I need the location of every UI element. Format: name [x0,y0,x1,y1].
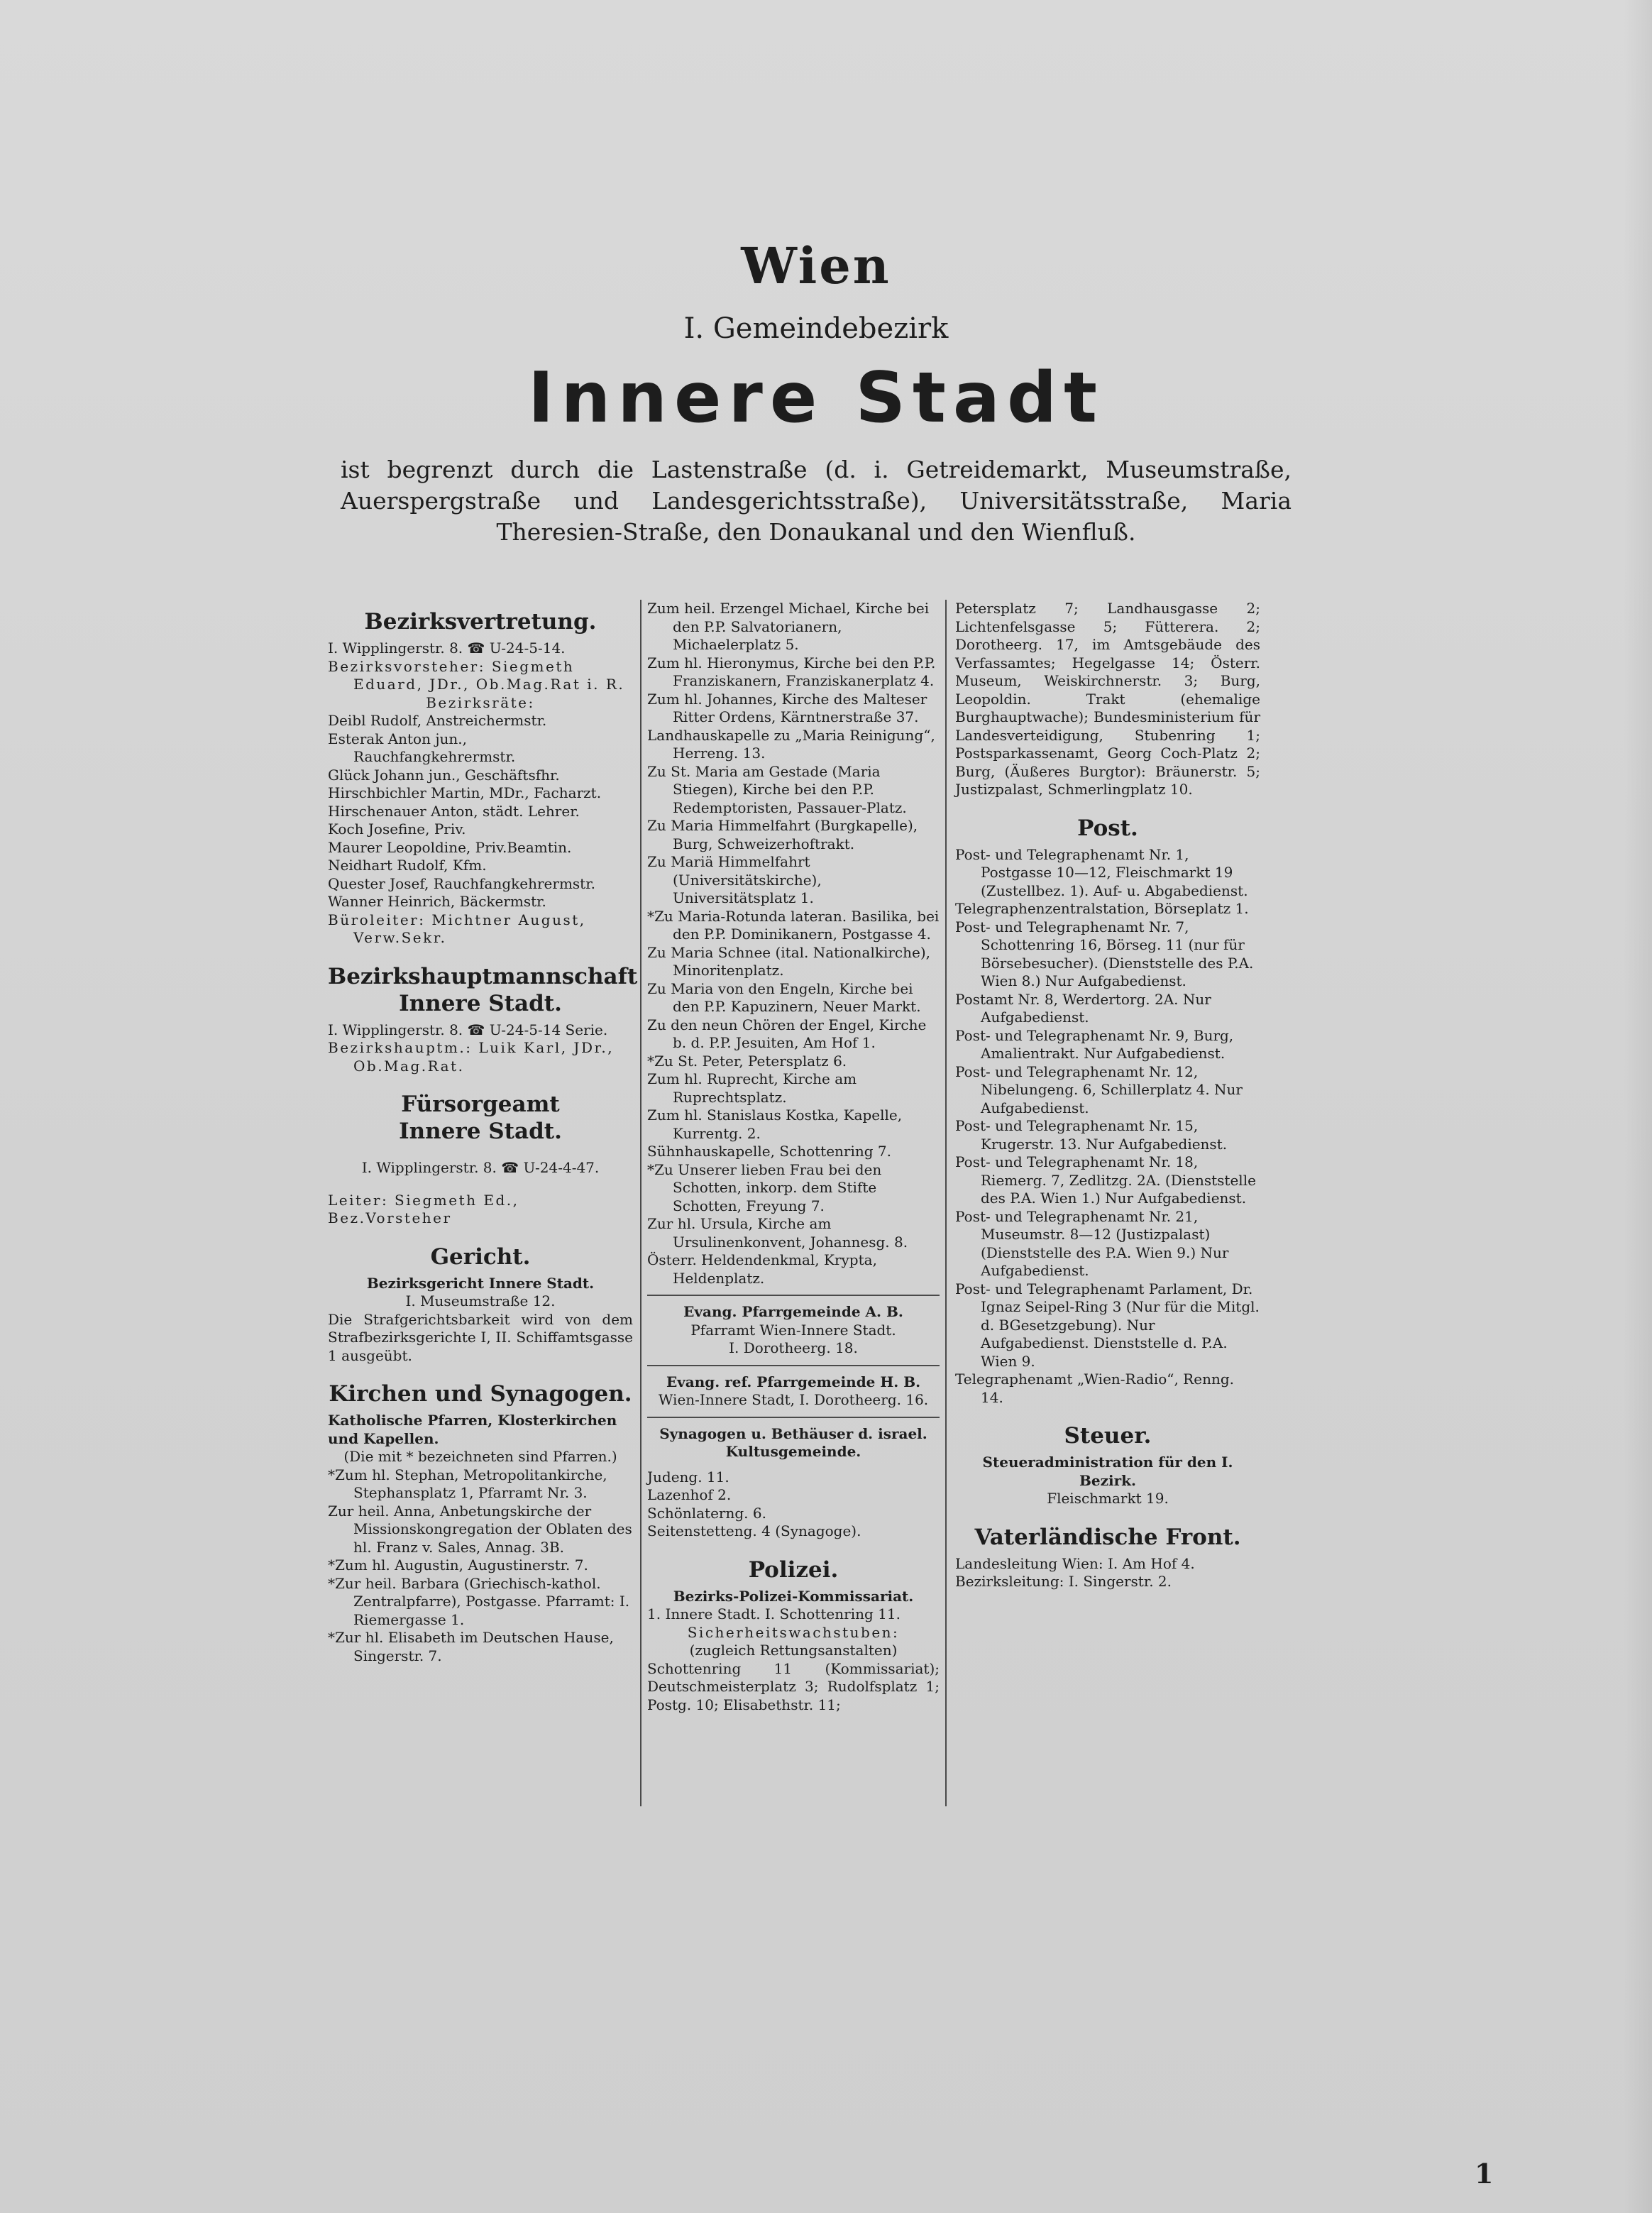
polizei-kommissariat: 1. Innere Stadt. I. Schottenring 11. [647,1605,901,1622]
list-item: Postamt Nr. 8, Werdertorg. 2A. Nur Aufgabedienst. [955,990,1211,1026]
list-item: *Zu St. Peter, Petersplatz 6. [647,1052,847,1070]
list-item: Zu Mariä Himmelfahrt (Universitätskirche), Universitätsplatz 1. [647,853,822,906]
list-item: Landhauskapelle zu „Maria Reinigung“, Herreng. 13. [647,726,935,762]
list-item: Österr. Heldendenkmal, Krypta, Heldenplatz. [647,1251,877,1287]
list-item: Post- und Telegraphenamt Nr. 12, Nibelungeng. 6, Schillerplatz 4. Nur Aufgabedienst. [955,1062,1243,1116]
bezirkshauptmann: Bezirkshauptm.: Luik Karl, JDr., Ob.Mag.Rat. [328,1039,615,1075]
front-bezirksleitung: Bezirksleitung: I. Singerstr. 2. [955,1573,1172,1590]
bezirksgericht-name: Bezirksgericht Innere Stadt. [366,1274,595,1292]
fuersorgeamt-leiter: Leiter: Siegmeth Ed., Bez.Vorsteher [328,1191,519,1226]
bezirkshauptmannschaft-address: I. Wipplingerstr. 8. ☎ U-24-5-14 Serie. [328,1021,608,1038]
column-right [955,600,1260,1591]
list-item: Zu Maria Schnee (ital. Nationalkirche), Minoritenplatz. [647,943,930,979]
list-item: Zur hl. Ursula, Kirche am Ursulinenkonvent, Johannesg. 8. [647,1215,908,1251]
section-title-fuersorgeamt-sub: Innere Stadt. [399,1119,562,1144]
list-item: Hirschenauer Anton, städt. Lehrer. [328,802,580,820]
list-item: Wanner Heinrich, Bäckermstr. [328,893,546,910]
list-item: Zum hl. Ruprecht, Kirche am Ruprechtsplatz. [647,1070,857,1106]
bezirksvorsteher: Bezirksvorsteher: Siegmeth Eduard, JDr., Ob.Mag.Rat i. R. [328,657,625,693]
list-item: Post- und Telegraphenamt Nr. 1, Postgasse 10—12, Fleischmarkt 19 (Zustellbez. 1). Auf- u. Abgabedienst. [955,845,1248,899]
section-title-fuersorgeamt: Fürsorgeamt [401,1092,560,1117]
list-item: Neidhart Rudolf, Kfm. [328,857,487,874]
list-item: Quester Josef, Rauchfangkehrermstr. [328,874,595,892]
fuersorgeamt-address: I. Wipplingerstr. 8. ☎ U-24-4-47. [361,1159,600,1176]
list-item: *Zum hl. Stephan, Metropolitankirche, Stephansplatz 1, Pfarramt Nr. 3. [328,1466,607,1501]
kirchen-subheading: Katholische Pfarren, Klosterkirchen und Kapellen. [328,1412,617,1447]
list-item: Post- und Telegraphenamt Nr. 18, Riemerg. 7, Zedlitzg. 2A. (Dienststelle des P.A. Wien 1.) Nur Aufgabedienst. [955,1153,1256,1207]
list-item: Zum hl. Hieronymus, Kirche bei den P.P. Franziskanern, Franziskanerplatz 4. [647,654,936,689]
evang-ab-address: I. Dorotheerg. 18. [729,1339,858,1356]
list-item: Post- und Telegraphenamt Nr. 15, Krugerstr. 13. Nur Aufgabedienst. [955,1117,1228,1153]
bezirksraete-label: Bezirksräte: [426,693,535,711]
section-title-front: Vaterländische Front. [974,1524,1241,1550]
list-item: *Zum hl. Augustin, Augustinerstr. 7. [328,1556,588,1574]
section-title-bezirkshauptmannschaft-sub: Innere Stadt. [399,990,562,1016]
evang-ab-line: Pfarramt Wien-Innere Stadt. [690,1321,896,1339]
front-landesleitung: Landesleitung Wien: I. Am Hof 4. [955,1554,1195,1572]
list-item: Maurer Leopoldine, Priv.Beamtin. [328,838,572,856]
page-header [213,234,1419,548]
list-item: Post- und Telegraphenamt Nr. 21, Museumstr. 8—12 (Justizpalast) (Dienststelle des P.A. Wien 9.) Nur Aufgabedienst. [955,1207,1229,1279]
list-item: Zu St. Maria am Gestade (Maria Stiegen), Kirche bei den P.P. Redemptoristen, Passauer-Platz. [647,762,907,816]
kirchen-note: (Die mit * bezeichneten sind Pfarren.) [343,1448,617,1465]
evang-hb-address: Wien-Innere Stadt, I. Dorotheerg. 16. [658,1391,929,1408]
list-item: *Zur hl. Elisabeth im Deutschen Hause, Singerstr. 7. [328,1629,614,1664]
list-item: Schönlaterng. 6. [647,1504,766,1522]
list-item: Zu Maria Himmelfahrt (Burgkapelle), Burg, Schweizerhoftrakt. [647,817,918,852]
list-item: Zum hl. Johannes, Kirche des Malteser Ritter Ordens, Kärntnerstraße 37. [647,690,927,725]
list-item: Zu den neun Chören der Engel, Kirche b. d. P.P. Jesuiten, Am Hof 1. [647,1016,927,1051]
list-item: Zu Maria von den Engeln, Kirche bei den P.P. Kapuzinern, Neuer Markt. [647,979,921,1015]
evang-ab-name: Evang. Pfarrgemeinde A. B. [683,1303,903,1320]
section-title-post: Post. [1077,815,1138,841]
district-boundary-description: ist begrenzt durch die Lastenstraße (d. i. Getreidemarkt, Museumstraße, Auerspergstraße und Landesgerichtsstraße), Universitätsstraße, Maria Theresien-Straße, den Donaukanal und den Wienfluß. [341,456,1292,546]
divider [647,1295,940,1296]
evang-hb-name: Evang. ref. Pfarrgemeinde H. B. [666,1373,921,1390]
list-item: Esterak Anton jun., Rauchfangkehrermstr. [328,730,516,765]
column-left [328,600,638,1665]
list-item: Koch Josefine, Priv. [328,820,466,838]
bezirksgericht-address: I. Museumstraße 12. [405,1292,556,1309]
list-item: Seitenstetteng. 4 (Synagoge). [647,1522,861,1539]
page-title: Innere Stadt [528,358,1104,439]
list-item: Telegraphenzentralstation, Börseplatz 1. [955,900,1249,917]
steuer-address: Fleischmarkt 19. [1047,1490,1169,1507]
divider [647,1417,940,1418]
list-item: Zum heil. Erzengel Michael, Kirche bei den P.P. Salvatorianern, Michaelerplatz 5. [647,600,930,653]
list-item: Post- und Telegraphenamt Nr. 7, Schottenring 16, Börseg. 11 (nur für Börsebesucher). (Dienststelle des P.A. Wien 8.) Nur Aufgabedienst. [955,918,1254,989]
list-item: *Zu Unserer lieben Frau bei den Schotten, inkorp. dem Stifte Schotten, Freyung 7. [647,1160,882,1214]
bezirksvertretung-address: I. Wipplingerstr. 8. ☎ U-24-5-14. [328,639,566,657]
list-item: Zum hl. Stanislaus Kostka, Kapelle, Kurrentg. 2. [647,1106,903,1142]
list-item: *Zu Maria-Rotunda lateran. Basilika, bei den P.P. Dominikanern, Postgasse 4. [647,907,940,943]
list-item: Deibl Rudolf, Anstreichermstr. [328,712,547,729]
section-title-steuer: Steuer. [1064,1423,1152,1449]
wachstuben-list: Schottenring 11 (Kommissariat); Deutschmeisterplatz 3; Rudolfsplatz 1; Postg. 10; Elisabethstr. 11; [647,1659,940,1713]
list-item: Post- und Telegraphenamt Nr. 9, Burg, Amalientrakt. Nur Aufgabedienst. [955,1026,1234,1062]
bueroleiter: Büroleiter: Michtner August, Verw.Sekr. [328,911,586,946]
list-item: Post- und Telegraphenamt Parlament, Dr. Ignaz Seipel-Ring 3 (Nur für die Mitgl. d. BGesetzgebung). Nur Aufgabedienst. Dienststelle d. P.A. Wien 9. [955,1280,1260,1370]
list-item: *Zur heil. Barbara (Griechisch-kathol. Zentralpfarre), Postgasse. Pfarramt: I. Riemergasse 1. [328,1574,630,1628]
section-title-gericht: Gericht. [430,1243,531,1270]
list-item: Judeng. 11. [647,1468,729,1486]
page-number: 1 [1475,2158,1494,2190]
bezirksgericht-note: Die Strafgerichtsbarkeit wird von dem Strafbezirksgerichte I, II. Schiffamtsgasse 1 ausgeübt. [328,1310,633,1364]
section-title-polizei: Polizei. [748,1556,839,1583]
section-title-bezirkshauptmannschaft: Bezirkshauptmannschaft [328,963,638,989]
wachstuben-list-continued: Petersplatz 7; Landhausgasse 2; Lichtenfelsgasse 5; Fütterera. 2; Dorotheerg. 17, im Amtsgebäude des Verfassamtes; Hegelgasse 14; Österr. Museum, Weiskirchnerstr. 3; Burg, Leopoldin. Trakt (ehemalige Burghauptwache); Bundesministerium für Landesverteidigung, Stubenring 1; Postsparkassenamt, Georg Coch-Platz 2; Burg, (Äußeres Burgtor): Bräunerstr. 5; Justizpalast, Schmerlingplatz 10. [955,600,1260,798]
list-item: Hirschbichler Martin, MDr., Facharzt. [328,784,602,801]
list-item: Telegraphenamt „Wien-Radio“, Renng. 14. [955,1371,1234,1406]
list-item: Sühnhauskapelle, Schottenring 7. [647,1143,892,1160]
divider [647,1365,940,1366]
list-item: Zur heil. Anna, Anbetungskirche der Missionskongregation der Oblaten des hl. Franz v. Sales, Annag. 3B. [328,1502,632,1556]
section-title-kirchen: Kirchen und Synagogen. [329,1381,632,1407]
wachstuben-note: (zugleich Rettungsanstalten) [689,1642,898,1659]
list-item: Glück Johann jun., Geschäftsfhr. [328,766,560,784]
synagogen-title: Synagogen u. Bethäuser d. israel. Kultusgemeinde. [659,1424,927,1460]
section-title-bezirksvertretung: Bezirksvertretung. [364,609,597,635]
column-middle [640,600,947,1806]
polizei-subheading: Bezirks-Polizei-Kommissariat. [673,1587,914,1605]
steuer-subheading: Steueradministration für den I. Bezirk. [982,1454,1233,1489]
district-heading: I. Gemeindebezirk [683,312,949,345]
spacer [647,1461,940,1468]
wachstuben-label: Sicherheitswachstuben: [687,1623,900,1641]
city-heading: Wien [741,236,891,295]
page-edge-shadow [1624,0,1652,2213]
list-item: Lazenhof 2. [647,1486,732,1503]
